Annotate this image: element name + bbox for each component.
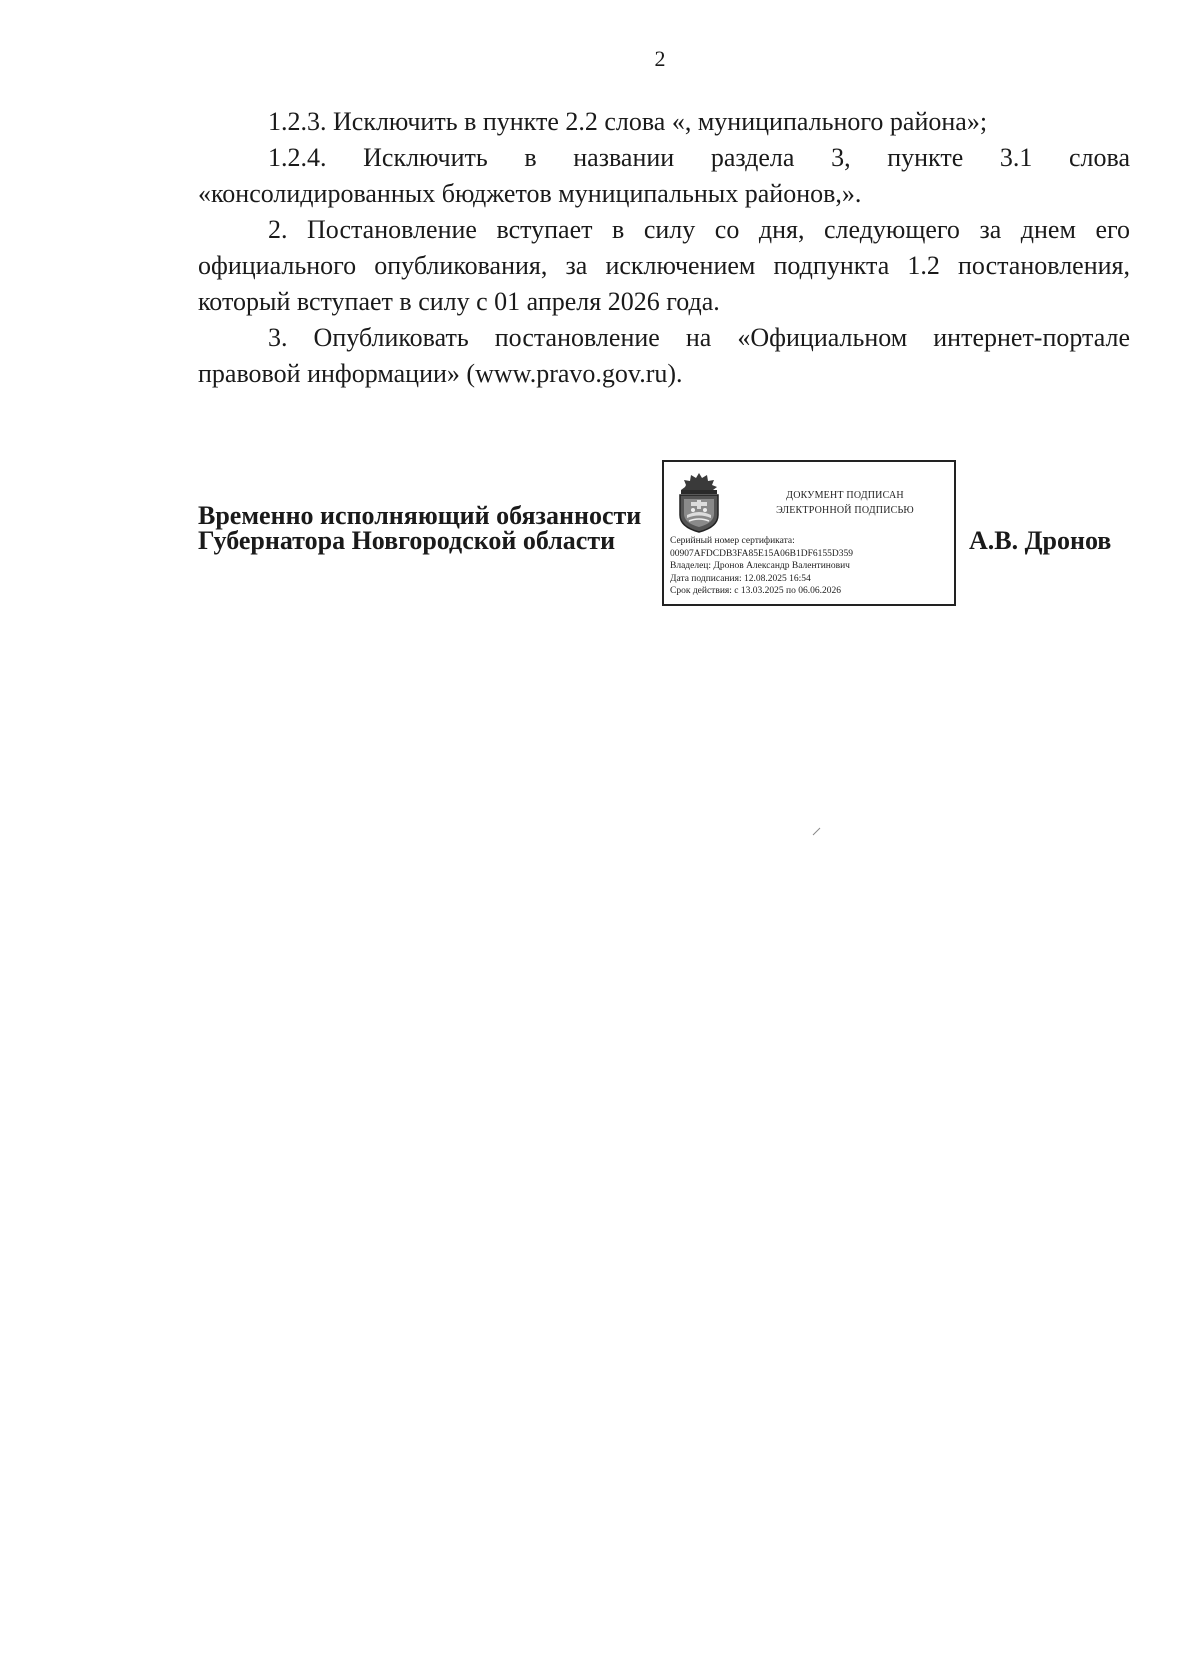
paragraph-3: 3. Опубликовать постановление на «Официальном интернет-портале правовой информации» (www.pravo.gov.ru). — [198, 323, 1130, 388]
signer-name: А.В. Дронов — [969, 526, 1112, 555]
signatory-title-line-1: Временно исполняющий обязанности — [198, 501, 642, 530]
stamp-heading-line-1: ДОКУМЕНТ ПОДПИСАН — [786, 490, 904, 501]
signatory-title — [198, 503, 641, 553]
scan-artifact-mark — [812, 826, 822, 836]
paragraph-1-2-4: 1.2.4. Исключить в названии раздела 3, пункте 3.1 слова «консолидированных бюджетов муниципальных районов,». — [198, 143, 1130, 208]
stamp-fields — [670, 535, 954, 598]
electronic-signature-stamp — [662, 460, 956, 606]
stamp-signed-date: Дата подписания: 12.08.2025 16:54 — [670, 573, 811, 584]
paragraph-1-2-3: 1.2.3. Исключить в пункте 2.2 слова «, муниципального района»; — [268, 107, 988, 136]
stamp-owner: Владелец: Дронов Александр Валентинович — [670, 561, 850, 571]
paragraph-2: 2. Постановление вступает в силу со дня, следующего за днем его официального опубликования, за исключением подпункта 1.2 постановления, который вступает в силу с 01 апреля 2026 года. — [198, 215, 1130, 316]
page-number: 2 — [654, 46, 666, 71]
novgorod-coat-of-arms-icon — [671, 469, 727, 535]
stamp-serial-value: 00907AFDCDB3FA85E15A06B1DF6155D359 — [670, 548, 853, 559]
stamp-heading-line-2: ЭЛЕКТРОННОЙ ПОДПИСЬЮ — [776, 505, 914, 516]
stamp-serial-label: Серийный номер сертификата: — [670, 536, 795, 546]
signatory-title-line-2: Губернатора Новгородской области — [198, 526, 616, 555]
stamp-validity: Срок действия: с 13.03.2025 по 06.06.2026 — [670, 586, 841, 596]
document-body — [198, 104, 1130, 392]
stamp-heading — [738, 488, 952, 518]
